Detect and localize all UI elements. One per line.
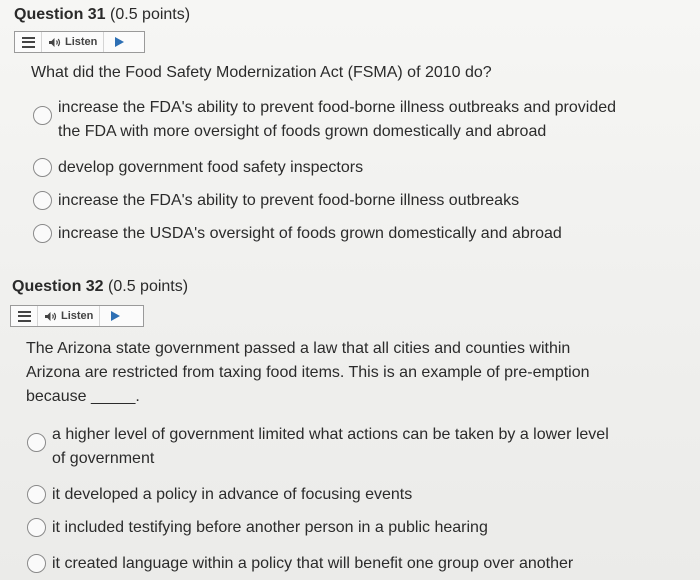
listen-label: Listen xyxy=(65,36,98,48)
q31-option-2[interactable] xyxy=(33,156,363,180)
radio-button[interactable] xyxy=(33,224,52,243)
listen-toolbar-q32 xyxy=(10,305,144,327)
radio-button[interactable] xyxy=(27,485,46,504)
play-icon xyxy=(115,37,124,47)
question-31-header xyxy=(14,6,190,24)
menu-icon xyxy=(18,311,31,322)
play-button[interactable] xyxy=(100,306,130,326)
radio-button[interactable] xyxy=(33,106,52,125)
q31-option-3[interactable] xyxy=(33,189,519,213)
question-32-points: (0.5 points) xyxy=(108,278,189,295)
radio-button[interactable] xyxy=(27,433,46,452)
radio-button[interactable] xyxy=(27,554,46,573)
listen-menu-button[interactable] xyxy=(11,306,38,326)
question-32-header xyxy=(12,278,188,296)
option-label: a higher level of government limited what actions can be taken by a lower level of government xyxy=(52,426,609,467)
speaker-icon xyxy=(44,311,58,322)
radio-button[interactable] xyxy=(33,158,52,177)
option-label: it developed a policy in advance of focusing events xyxy=(52,486,413,503)
option-label: increase the USDA's oversight of foods grown domestically and abroad xyxy=(58,225,562,242)
question-31-prompt: What did the Food Safety Modernization Act (FSMA) of 2010 do? xyxy=(31,64,492,81)
q31-option-4[interactable] xyxy=(33,222,562,246)
question-32-number: Question 32 xyxy=(12,278,104,295)
speaker-icon xyxy=(48,37,62,48)
radio-button[interactable] xyxy=(33,191,52,210)
menu-icon xyxy=(22,37,35,48)
question-32-prompt: The Arizona state government passed a law that all cities and counties within Arizona are restricted from taxing food items. This is an example of pre-emption because _____. xyxy=(26,340,590,405)
q32-option-4[interactable] xyxy=(27,552,573,576)
listen-button[interactable] xyxy=(38,306,100,326)
play-icon xyxy=(111,311,120,321)
option-label: it created language within a policy that will benefit one group over another xyxy=(52,555,574,572)
option-label: it included testifying before another person in a public hearing xyxy=(52,519,488,536)
listen-menu-button[interactable] xyxy=(15,32,42,52)
question-31-number: Question 31 xyxy=(14,6,106,23)
listen-toolbar-q31 xyxy=(14,31,145,53)
option-label: increase the FDA's ability to prevent food-borne illness outbreaks xyxy=(58,192,520,209)
q32-option-2[interactable] xyxy=(27,483,412,507)
play-button[interactable] xyxy=(104,32,134,52)
q31-option-1[interactable] xyxy=(33,96,616,144)
question-31-points: (0.5 points) xyxy=(110,6,191,23)
q32-option-3[interactable] xyxy=(27,516,488,540)
option-label: develop government food safety inspectors xyxy=(58,159,364,176)
q32-option-1[interactable] xyxy=(27,423,609,471)
listen-button[interactable] xyxy=(42,32,104,52)
option-label: increase the FDA's ability to prevent food-borne illness outbreaks and provided the FDA with more oversight of foods grown domestically and abroad xyxy=(58,99,617,140)
listen-label: Listen xyxy=(61,310,94,322)
radio-button[interactable] xyxy=(27,518,46,537)
